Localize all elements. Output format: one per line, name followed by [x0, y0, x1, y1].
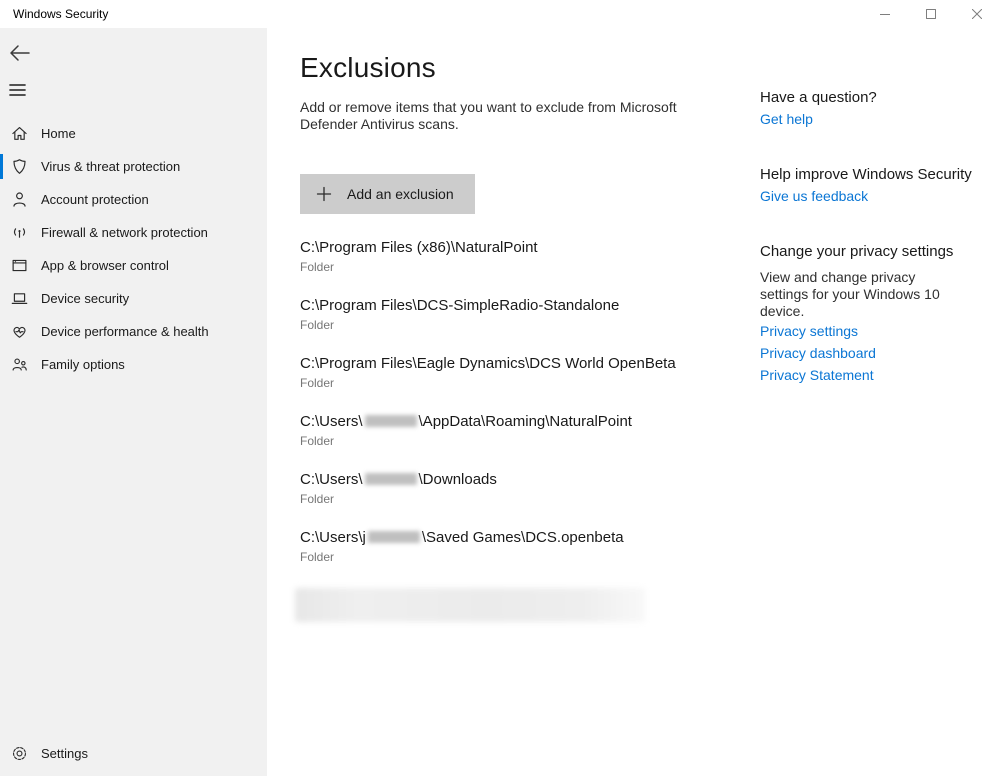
back-arrow-icon	[9, 43, 31, 63]
person-icon	[11, 191, 28, 208]
exclusions-content	[300, 28, 732, 776]
nav-item-label: App & browser control	[41, 258, 169, 273]
close-button[interactable]	[954, 0, 1000, 28]
main-area	[267, 28, 1000, 776]
nav-item-label: Device security	[41, 291, 130, 306]
back-button[interactable]	[9, 43, 37, 65]
sidebar-item-firewall-network-protection[interactable]	[0, 216, 267, 249]
exclusion-item[interactable]	[300, 296, 732, 333]
nav-item-label: Settings	[41, 746, 88, 761]
sidebar-item-home[interactable]	[0, 117, 267, 150]
nav-item-label: Virus & threat protection	[41, 159, 181, 174]
network-signal-icon	[11, 224, 28, 241]
help-section-title: Help improve Windows Security	[760, 166, 972, 183]
plus-icon	[316, 186, 332, 202]
redacted-username	[365, 415, 417, 427]
sidebar-item-account-protection[interactable]	[0, 183, 267, 216]
window-title: Windows Security	[13, 7, 109, 21]
nav-item-label: Account protection	[41, 192, 149, 207]
sidebar	[0, 28, 267, 776]
sidebar-item-app-browser-control[interactable]	[0, 249, 267, 282]
exclusion-path: C:\Program Files\DCS-SimpleRadio-Standalone	[300, 297, 620, 314]
help-section	[760, 242, 985, 384]
privacy-statement-link[interactable]: Privacy Statement	[760, 367, 874, 383]
page-title: Exclusions	[300, 52, 436, 83]
privacy-settings-link[interactable]: Privacy settings	[760, 323, 859, 339]
give-us-feedback-link[interactable]: Give us feedback	[760, 188, 869, 204]
window-controls	[862, 0, 1000, 28]
exclusion-path: C:\Users\ \AppData\Roaming\NaturalPoint	[300, 413, 632, 430]
titlebar	[0, 0, 1000, 28]
nav-item-label: Firewall & network protection	[41, 225, 208, 240]
exclusion-type: Folder	[300, 492, 335, 506]
exclusion-path: C:\Users\ \Downloads	[300, 471, 497, 488]
maximize-button[interactable]	[908, 0, 954, 28]
add-exclusion-button[interactable]	[300, 174, 475, 214]
exclusion-type: Folder	[300, 434, 335, 448]
sidebar-item-virus-threat-protection[interactable]	[0, 150, 267, 183]
exclusion-item[interactable]	[300, 238, 732, 275]
shield-icon	[11, 158, 28, 175]
close-icon	[972, 9, 982, 19]
nav-item-label: Family options	[41, 357, 125, 372]
sidebar-item-settings[interactable]	[0, 737, 267, 770]
exclusion-item[interactable]	[300, 528, 732, 565]
sidebar-item-device-security[interactable]	[0, 282, 267, 315]
sidebar-bottom	[0, 737, 267, 770]
exclusion-item[interactable]	[300, 354, 732, 391]
exclusion-path: C:\Users\j \Saved Games\DCS.openbeta	[300, 529, 624, 546]
app-window-icon	[11, 257, 28, 274]
minimize-button[interactable]	[862, 0, 908, 28]
maximize-icon	[926, 9, 936, 19]
app-shell	[0, 28, 1000, 776]
help-section	[760, 165, 985, 205]
heart-pulse-icon	[11, 323, 28, 340]
add-exclusion-label: Add an exclusion	[347, 186, 454, 202]
exclusion-path: C:\Program Files (x86)\NaturalPoint	[300, 239, 538, 256]
sidebar-nav	[0, 117, 267, 381]
exclusion-type: Folder	[300, 550, 335, 564]
help-section	[760, 88, 985, 128]
help-section-description: View and change privacy settings for your Windows 10 device.	[760, 269, 940, 319]
help-panel	[760, 28, 985, 776]
nav-item-label: Device performance & health	[41, 324, 209, 339]
family-icon	[11, 356, 28, 373]
exclusion-type: Folder	[300, 376, 335, 390]
redacted-username	[365, 473, 417, 485]
hamburger-icon	[9, 83, 26, 97]
help-section-title: Have a question?	[760, 89, 877, 106]
sidebar-item-device-performance-health[interactable]	[0, 315, 267, 348]
get-help-link[interactable]: Get help	[760, 111, 813, 127]
nav-item-label: Home	[41, 126, 76, 141]
gear-icon	[11, 745, 28, 762]
home-icon	[11, 125, 28, 142]
exclusion-type: Folder	[300, 260, 335, 274]
exclusion-item[interactable]	[300, 412, 732, 449]
exclusion-type: Folder	[300, 318, 335, 332]
page-description: Add or remove items that you want to exclude from Microsoft Defender Antivirus scans.	[300, 99, 677, 132]
sidebar-item-family-options[interactable]	[0, 348, 267, 381]
privacy-dashboard-link[interactable]: Privacy dashboard	[760, 345, 876, 361]
redacted-username	[368, 531, 420, 543]
help-section-title: Change your privacy settings	[760, 243, 954, 260]
redacted-exclusion-row	[295, 588, 645, 622]
laptop-icon	[11, 290, 28, 307]
exclusion-item[interactable]	[300, 470, 732, 507]
menu-button[interactable]	[9, 83, 37, 101]
exclusion-path: C:\Program Files\Eagle Dynamics\DCS World OpenBeta	[300, 355, 676, 372]
exclusion-list	[300, 238, 732, 622]
minimize-icon	[880, 9, 890, 19]
